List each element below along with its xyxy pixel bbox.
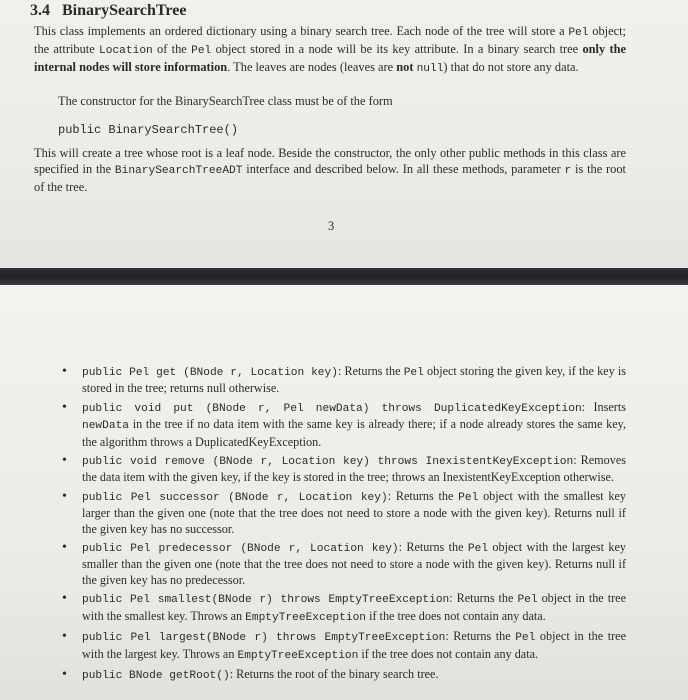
text-fragment: : Returns the — [398, 540, 468, 555]
code-fragment: Pel — [403, 367, 424, 379]
code-fragment: Pel — [191, 44, 212, 57]
code-fragment: public Pel smallest(BNode r) throws EmptyTreeException — [82, 594, 450, 607]
text-fragment: : Returns the — [449, 591, 518, 606]
code-fragment: public void put (BNode r, Pel newData) throws DuplicatedKeyException — [82, 402, 582, 415]
text-fragment: object in the tree with the smallest key. Throws an — [82, 591, 626, 623]
code-fragment: public BNode getRoot() — [82, 669, 230, 682]
text-fragment: object in the tree with the largest key. Throws an — [82, 629, 626, 661]
bold-text: not — [396, 59, 414, 74]
method-item — [60, 400, 626, 450]
code-fragment: public Pel get (BNode r, Location key) — [82, 367, 338, 379]
method-item — [60, 629, 626, 664]
text-fragment: object storing the given key, if the key is stored in the tree; returns null otherwise. — [82, 364, 626, 396]
text-fragment: of the — [152, 41, 192, 56]
text-fragment: if the tree does not contain any data. — [366, 608, 546, 623]
methods-list — [60, 364, 626, 687]
intro-paragraph — [34, 24, 626, 77]
text-fragment: : Returns the — [387, 488, 459, 503]
constructor-code: public BinarySearchTree() — [58, 123, 239, 137]
bullet-icon: • — [62, 488, 67, 504]
code-fragment: Pel — [467, 543, 489, 556]
code-fragment: Pel — [515, 632, 536, 645]
text-fragment: : Returns the root of the binary search tree. — [229, 666, 439, 681]
text-fragment: interface and described below. In all these methods, parameter — [242, 161, 565, 176]
method-item — [60, 453, 626, 486]
bullet-icon: • — [62, 399, 67, 415]
bullet-icon: • — [62, 364, 67, 379]
code-fragment: public Pel largest(BNode r) throws EmptyTreeException — [82, 632, 446, 645]
method-item — [60, 540, 626, 588]
code-fragment: EmptyTreeException — [245, 611, 367, 624]
text-fragment: in the tree if no data item with the same key is already there; if a node already stores the same key, the algorithm throws a DuplicatedKeyException. — [82, 417, 626, 449]
bullet-icon: • — [62, 629, 67, 645]
code-fragment: newData — [82, 420, 129, 433]
code-fragment: public Pel successor (BNode r, Location key) — [82, 491, 388, 504]
bullet-icon: • — [62, 540, 67, 556]
code-fragment: Pel — [517, 594, 538, 607]
bullet-icon: • — [62, 453, 67, 469]
section-title: BinarySearchTree — [62, 2, 187, 19]
text-fragment: . The leaves are nodes (leaves are — [227, 59, 397, 74]
method-item — [60, 667, 626, 684]
text-fragment: is the root of the tree. — [34, 161, 626, 194]
text-fragment: object stored in a node will be its key attribute. In a binary search tree — [211, 41, 583, 56]
text-fragment: This class implements an ordered dictionary using a binary search tree. Each node of the tree will store a — [34, 24, 569, 38]
code-fragment: r — [564, 164, 572, 177]
method-item — [60, 364, 626, 397]
text-fragment: This will create a tree whose root is a leaf node. Beside the constructor, the only other public methods in this class are specified in the — [34, 146, 626, 176]
code-fragment: null — [416, 62, 444, 75]
page-bottom — [0, 285, 688, 700]
code-fragment: EmptyTreeException — [237, 649, 359, 662]
code-fragment: BinarySearchTreeADT — [114, 164, 243, 177]
method-item — [60, 489, 626, 537]
bold-text: only the internal nodes will store information — [34, 41, 626, 74]
page-divider — [0, 268, 688, 285]
bullet-icon: • — [62, 591, 67, 607]
page-top — [0, 0, 688, 268]
method-item — [60, 591, 626, 626]
section-number: 3.4 — [30, 2, 50, 19]
text-fragment: object with the smallest key larger than the given one (note that the tree does not need to store a node with the given key). Returns null if the given key has no successor. — [82, 488, 627, 536]
code-fragment: Location — [99, 44, 153, 57]
page-number: 3 — [328, 219, 335, 233]
code-fragment: public void remove (BNode r, Location key) throws InexistentKeyException — [82, 456, 574, 469]
code-fragment: Pel — [568, 27, 589, 39]
bullet-icon: • — [62, 666, 67, 682]
code-fragment: Pel — [458, 491, 479, 504]
code-fragment: public Pel predecessor (BNode r, Location key) — [82, 543, 399, 556]
text-fragment: object; the attribute — [34, 24, 626, 56]
methods-intro-paragraph — [34, 146, 626, 195]
text-fragment: : Removes the data item with the given key, if the key is stored in the tree; throws an InexistentKeyException otherwise. — [82, 453, 626, 485]
text-fragment: if the tree does not contain any data. — [358, 646, 539, 661]
text-fragment: ) that do not store any data. — [443, 59, 579, 74]
constructor-intro: The constructor for the BinarySearchTree class must be of the form — [58, 94, 393, 108]
text-fragment: object with the largest key smaller than the given one (note that the tree does not need to store a node with the given key). Returns null if the given key has no predecessor. — [82, 540, 626, 587]
section-heading — [30, 2, 186, 20]
text-fragment: : Inserts — [581, 399, 626, 414]
text-fragment: : Returns the — [337, 364, 404, 378]
text-fragment: : Returns the — [445, 629, 516, 644]
